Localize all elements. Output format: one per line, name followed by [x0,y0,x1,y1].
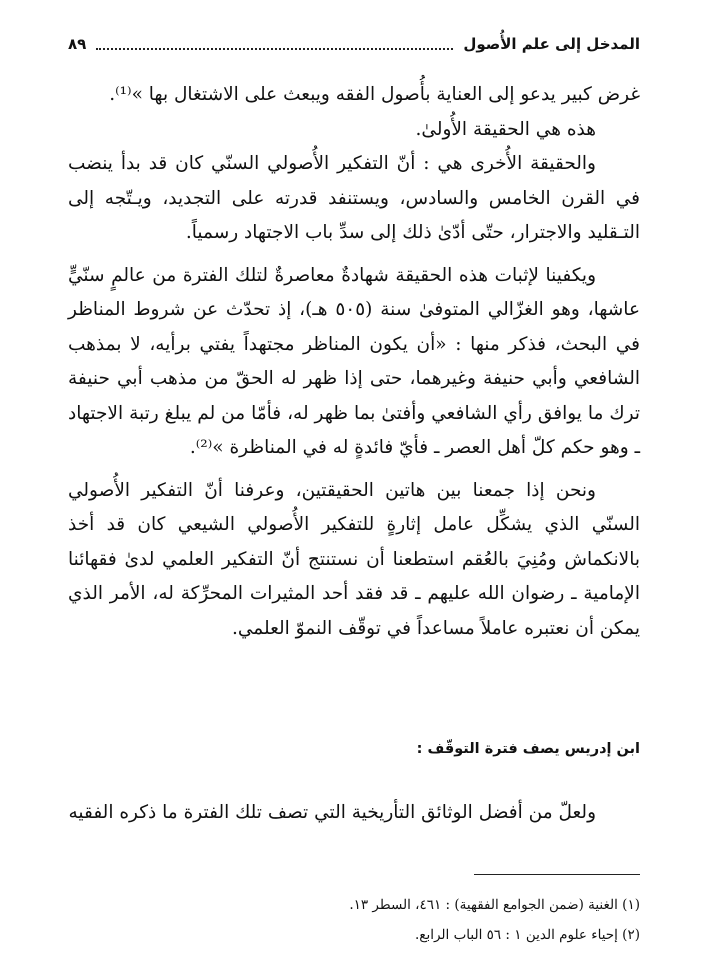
footnote-1: (١) الغنية (ضمن الجوامع الفقهية) : ٤٦١، السطر ١٣. [349,897,640,913]
dotted-leader [96,38,453,50]
paragraph-5: ونحن إذا جمعنا بين هاتين الحقيقتين، وعرفنا أنّ التفكير الأُصولي السنّي الذي يشكِّل عامل إثارةٍ للتفكير الأُصولي الشيعي كان قد أخذ بالانكماش ومُنِيَ بالعُقم استطعنا أن نستنتج أنّ التفكير العلمي لدىٰ فقهائنا الإمامية ـ رضوان الله عليهم ـ قد فقد أحد المثيرات المحرِّكة له، الأمر الذي يمكن أن نعتبره عاملاً مساعداً في توقّف النموّ العلمي. [68,479,640,639]
main-text [68,78,640,646]
paragraph-1: غرض كبير يدعو إلى العناية بأُصول الفقه ويبعث على الاشتغال بها »⁽¹⁾. [109,84,640,105]
running-header [68,30,640,58]
book-title: المدخل إلى علم الأُصول [463,35,640,53]
paragraph-4: ويكفينا لإثبات هذه الحقيقة شهادةٌ معاصرةٌ لتلك الفترة من عالمٍ سنّيٍّ عاشها، وهو الغزّالي المتوفىٰ سنة (٥٠٥ هـ)، إذ تحدّث عن شروط المناظر في البحث، فذكر منها : «أن يكون المناظر مجتهداً يفتي برأيه، لا بمذهب الشافعي وأبي حنيفة وغيرهما، حتى إذا ظهر له الحقّ من مذهب أبي حنيفة ترك ما يوافق رأي الشافعي وأفتىٰ بما ظهر له، فأمّا من لم يبلغ رتبة الاجتهاد ـ وهو حكم كلّ أهل العصر ـ فأيّ فائدةٍ له في المناظرة »⁽²⁾. [68,264,640,458]
section-heading: ابن إدريس يصف فترة التوقّف : [416,741,640,757]
paragraph-3: والحقيقة الأُخرى هي : أنّ التفكير الأُصولي السنّي كان قد بدأ ينضب في القرن الخامس والسادس، ويستنفد قدرته على التجديد، ويـتّجه إلى التـقليد والاجترار، حتّى أدّىٰ ذلك إلى سدِّ باب الاجتهاد رسمياً. [68,153,640,243]
footnote-2: (٢) إحياء علوم الدين ١ : ٥٦ الباب الرابع. [414,927,640,943]
page-number: ٨٩ [68,35,87,53]
closing-paragraph: ولعلّ من أفضل الوثائق التأريخية التي تصف تلك الفترة ما ذكره الفقيه [68,802,596,823]
paragraph-2: هذه هي الحقيقة الأُولىٰ. [415,118,596,140]
footnote-divider [474,874,640,875]
footnotes [68,890,640,950]
